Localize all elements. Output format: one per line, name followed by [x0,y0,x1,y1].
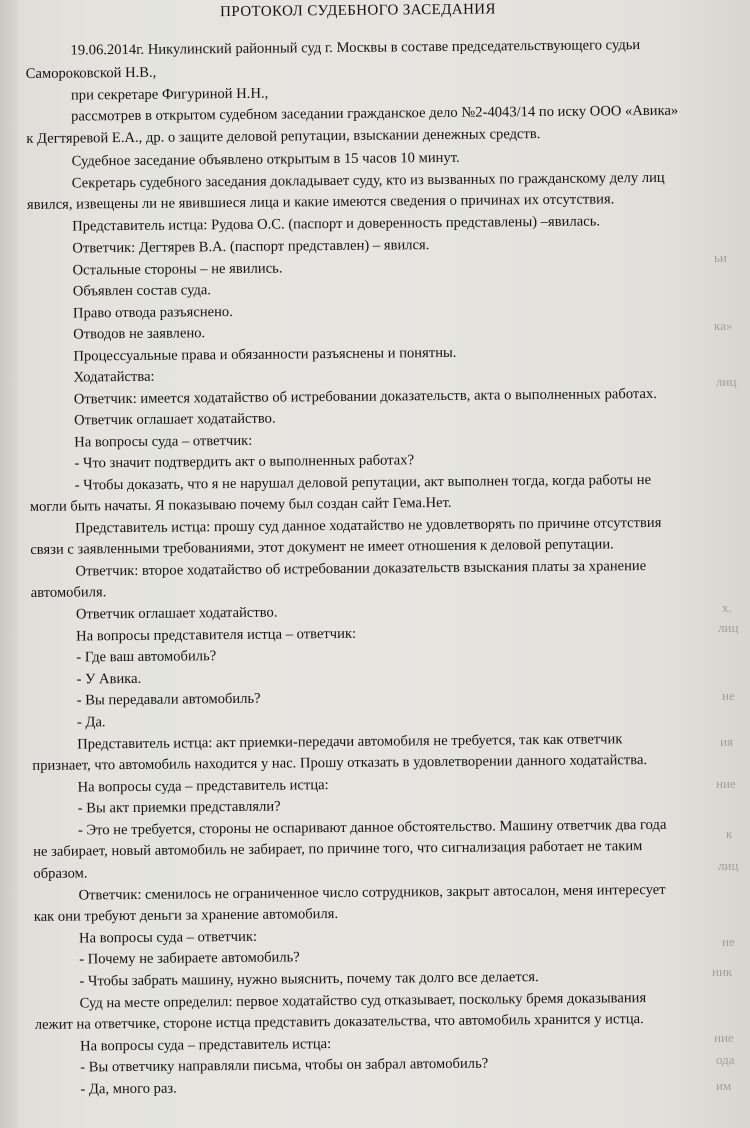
bleed-fragment: лиц [718,858,739,873]
bleed-fragment: ник [712,964,733,979]
text-line: Секретарь судебного заседания докладывает суду, кто из вызванных по гражданскому делу лиц [71,169,665,192]
bleed-fragment: ние [714,1030,734,1045]
text-line: 19.06.2014г. Никулинский районный суд г. Москвы в составе председательствующего судьи [70,37,641,59]
text-line: На вопросы суда – ответчик: [74,432,253,451]
text-line: автомобиля. [30,584,107,601]
text-line: - Где ваш автомобиль? [76,648,217,666]
text-line: - Да, много раз. [80,1080,177,1098]
text-line: - Чтобы доказать, что я не нарушал деловой репутации, акт выполнен тогда, когда работы не [74,471,652,494]
text-line: признает, что автомобиль находится у нас. Прошу отказать в удовлетворении данного ходатайства. [32,752,648,774]
bleed-fragment: ние [716,776,736,791]
text-line: Ответчик: сменилось не ограниченное число сотрудников, закрыт автосалон, меня интересует [78,881,666,904]
bleed-fragment: ия [720,734,733,749]
text-line: Ответчик: имеется ходатайство об истребовании доказательств, акта о выполненных работах. [73,385,657,408]
bleed-fragment: не [722,934,735,949]
text-line: явился, извещены ли не явившиеся лица и какие имеются сведения о причинах их отсутствия. [26,191,615,213]
text-line: - Что значит подтвердить акт о выполненных работах? [74,452,415,472]
text-line: связи с заявленными требованиями, этот документ не имеет отношения к деловой репутации. [30,536,614,558]
text-line: Суд на месте определил: первое ходатайство суд отказывает, поскольку бремя доказывания [79,990,647,1012]
bleed-fragment: х. [722,600,732,615]
text-line: Представитель истца: прошу суд данное ходатайство не удовлетворять по причине отсутствия [74,514,662,537]
text-line: - Вы ответчику направляли письма, чтобы он забрал автомобиль? [80,1055,489,1076]
text-line: Ходатайства: [73,368,155,386]
bleed-fragment: лиц [718,620,739,635]
text-line: к Дегтяревой Е.А., др. о защите деловой репутации, взыскании денежных средств. [26,126,541,147]
text-line: - У Авика. [76,670,142,688]
text-line: - Да. [76,714,106,731]
text-line: Право отвода разъяснено. [72,303,233,322]
text-line: Ответчик оглашает ходатайство. [75,604,278,623]
text-line: Представитель истца: Рудова О.С. (паспорт и доверенность представлены) –явилась. [72,213,601,235]
text-line: Отводов не заявлено. [73,325,206,343]
text-line: Самороковской Н.В., [25,64,157,82]
text-line: образом. [33,865,88,882]
text-line: Ответчик оглашает ходатайство. [73,410,276,429]
text-line: Судебное заседание объявлено открытым в 15 часов 10 минут. [71,149,460,170]
text-line: лежит на ответчике, стороне истца представить доказательства, что автомобиль хранится у истца. [34,1011,644,1033]
bleed-fragment: ьи [714,250,727,265]
text-line: Процессуальные права и обязанности разъяснены и понятны. [73,344,457,365]
text-line: - Вы передавали автомобиль? [76,690,261,709]
bleed-fragment: им [716,1078,732,1093]
text-line: На вопросы представителя истца – ответчик: [76,625,357,645]
text-line: - Это не требуется, стороны не оспаривают данное обстоятельство. Машину ответчик два года [77,816,667,839]
bleed-fragment: ка» [714,318,733,333]
bleed-fragment: не [722,688,735,703]
text-line: Объявлен состав суда. [72,282,212,300]
text-line: как они требуют деньги за хранение автомобиля. [33,906,339,925]
bleed-fragment: ода [716,1052,735,1067]
document-title: ПРОТОКОЛ СУДЕБНОГО ЗАСЕДАНИЯ [220,1,496,21]
text-line: - Вы акт приемки представляли? [77,798,281,817]
text-line: Остальные стороны – не явились. [72,260,283,279]
text-line: Ответчик: второе ходатайство об истребовании доказательств взыскания платы за хранение [75,558,647,580]
text-line: - Почему не забираете автомобиль? [79,949,300,968]
text-line: могли быть начаты. Я показываю почему был создан сайт Гема.Нет. [29,494,452,515]
text-line: Ответчик: Дегтярев В.А. (паспорт представлен) – явился. [72,237,430,257]
text-line: На вопросы суда – представитель истца: [77,777,329,796]
bleed-fragment: к [726,826,733,841]
text-line: рассмотрев в открытом судебном заседании гражданское дело №2-4043/14 по иску ООО «Авика» [71,102,679,125]
text-line: Представитель истца: акт приемки-передачи автомобиля не требуется, так как ответчик [77,731,623,753]
text-line: при секретаре Фигуриной Н.Н., [70,85,269,104]
text-line: не забирает, новый автомобиль не забирает, по причине того, что сигнализация работает не таким [33,838,643,860]
text-line: На вопросы суда – ответчик: [78,928,258,947]
text-line: - Чтобы забрать машину, нужно выяснить, почему так долго все делается. [79,969,539,990]
bleed-fragment: лиц [716,374,737,389]
text-line: На вопросы суда – представитель истца: [79,1036,332,1055]
